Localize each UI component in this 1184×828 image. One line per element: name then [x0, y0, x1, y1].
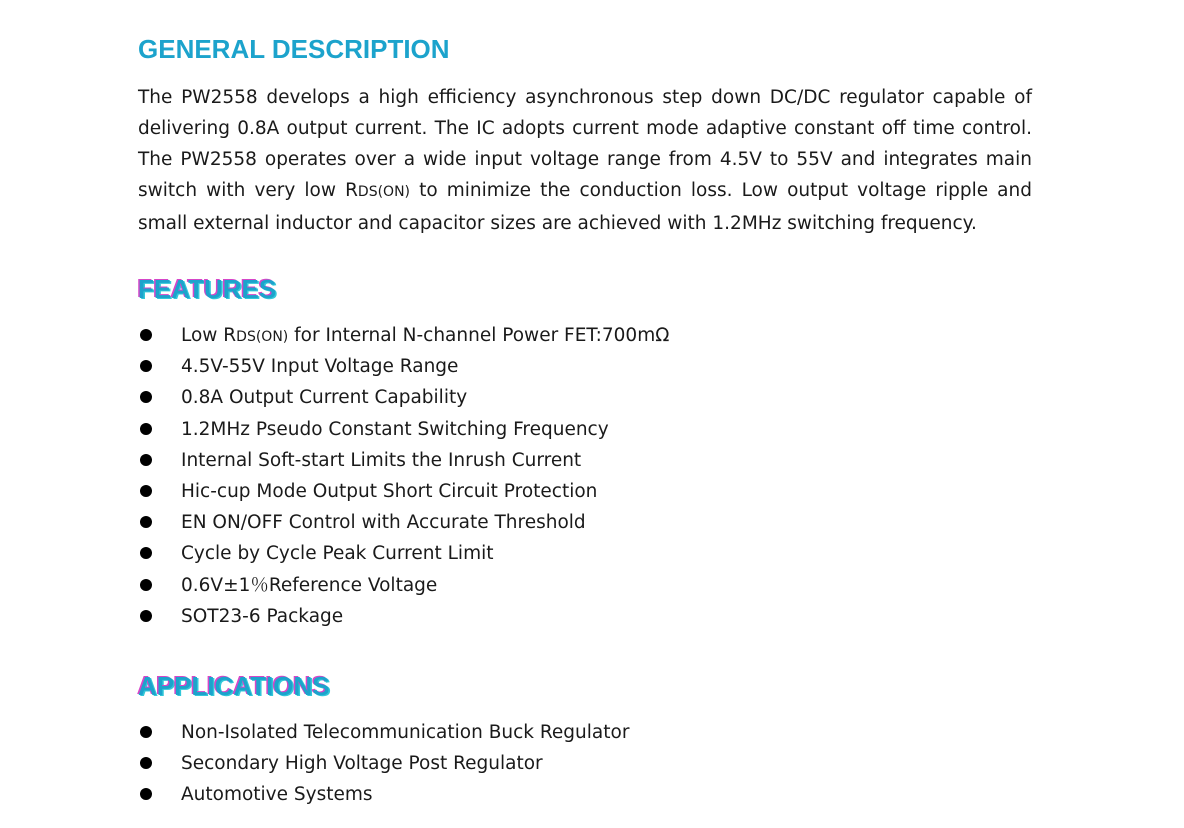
application-text: Automotive Systems — [181, 784, 373, 806]
bullet-icon — [140, 329, 152, 341]
list-item — [138, 351, 669, 382]
applications-heading: APPLICATIONS — [138, 671, 330, 701]
feature-text-post: for Internal N-channel Power FET:700mΩ — [288, 325, 670, 346]
features-heading: FEATURES — [138, 274, 277, 304]
feature-text: 0.6V±1％Reference Voltage — [181, 574, 438, 596]
bullet-icon — [140, 516, 152, 528]
feature-text: Hic-cup Mode Output Short Circuit Protection — [181, 480, 598, 502]
feature-text-pre: Low R — [181, 325, 237, 346]
bullet-icon — [140, 454, 152, 466]
application-text: Secondary High Voltage Post Regulator — [181, 753, 543, 775]
feature-text: Cycle by Cycle Peak Current Limit — [181, 543, 494, 565]
list-item — [138, 570, 669, 601]
feature-text: Internal Soft-start Limits the Inrush Current — [181, 449, 582, 471]
bullet-icon — [140, 391, 152, 403]
bullet-icon — [140, 423, 152, 435]
list-item — [138, 507, 669, 538]
feature-text: 1.2MHz Pseudo Constant Switching Frequency — [181, 418, 609, 440]
application-text: Non-Isolated Telecommunication Buck Regulator — [181, 722, 630, 743]
bullet-icon — [140, 579, 152, 591]
features-list — [138, 320, 669, 632]
bullet-icon — [140, 726, 152, 738]
bullet-icon — [140, 485, 152, 497]
list-item — [138, 476, 669, 507]
general-description-paragraph — [138, 82, 1032, 239]
rdson-subscript: DS(ON) — [357, 184, 411, 200]
list-item — [138, 382, 669, 413]
feature-text: EN ON/OFF Control with Accurate Threshold — [181, 512, 586, 534]
list-item — [138, 414, 669, 445]
list-item — [138, 538, 669, 569]
bullet-icon — [140, 788, 152, 800]
list-item — [138, 445, 669, 476]
feature-text — [181, 325, 669, 346]
description-text-part-1: The PW2558 develops a high efficiency asynchronous step down DC/DC regulator capable of delivering 0.8A output current. The IC adopts current mode adaptive constant off time control. The PW2558 operates over a wide input voltage range from 4.5V to 55V and integrates main switch with very low R — [138, 87, 1032, 201]
list-item — [138, 748, 629, 779]
description-text-part-2: to minimize the conduction loss. Low output voltage ripple and small external inductor and capacitor sizes are achieved with 1.2MHz switching frequency. — [138, 180, 1032, 234]
rdson-subscript: DS(ON) — [236, 329, 289, 345]
feature-text: 0.8A Output Current Capability — [181, 387, 468, 409]
list-item — [138, 601, 669, 632]
bullet-icon — [140, 360, 152, 372]
feature-text: SOT23-6 Package — [181, 605, 344, 627]
list-item — [138, 717, 629, 748]
bullet-icon — [140, 757, 152, 769]
applications-list — [138, 717, 629, 811]
bullet-icon — [140, 610, 152, 622]
list-item — [138, 320, 669, 351]
bullet-icon — [140, 547, 152, 559]
list-item — [138, 779, 629, 810]
feature-text: 4.5V-55V Input Voltage Range — [181, 356, 459, 378]
general-description-heading: GENERAL DESCRIPTION — [138, 34, 450, 64]
